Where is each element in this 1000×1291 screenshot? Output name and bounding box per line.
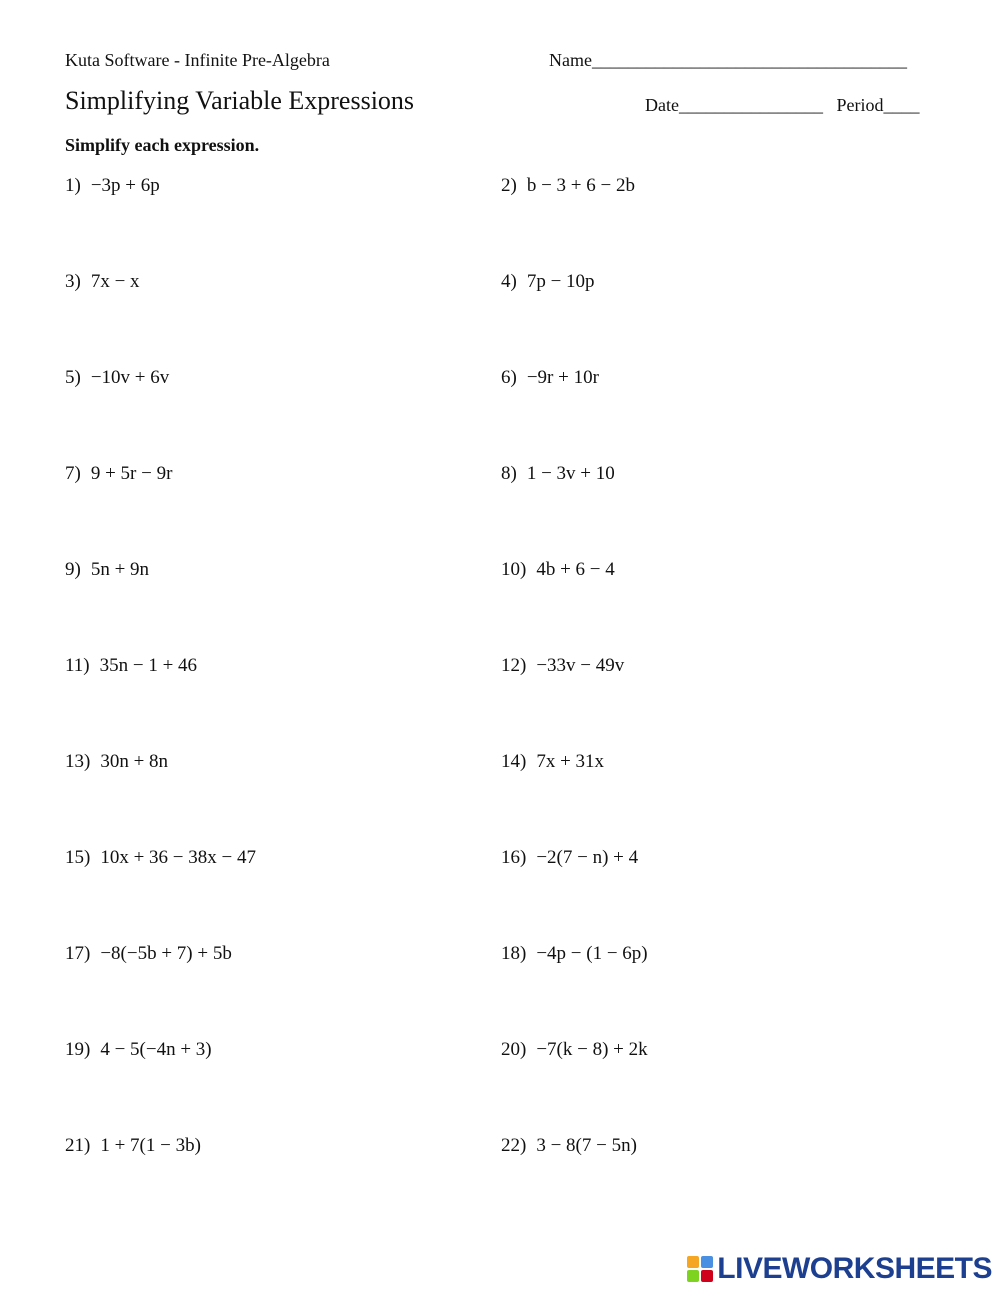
problem-number: 2) [501,175,517,196]
problem-expression: −8(−5b + 7) + 5b [100,943,232,964]
problem-expression: 1 − 3v + 10 [526,463,615,484]
page-title: Simplifying Variable Expressions [65,86,415,115]
problem-number: 21) [65,1135,91,1156]
problem-item [501,271,595,293]
problem-number: 12) [501,655,527,676]
problem-number: 11) [65,655,90,676]
problem-number: 9) [65,559,81,580]
problem-expression: 35n − 1 + 46 [99,655,198,676]
problem-number: 16) [501,847,527,868]
problem-number: 6) [501,367,517,388]
problem-item [501,1039,648,1061]
problem-number: 20) [501,1039,527,1060]
problem-item [501,367,599,389]
problem-item [65,1135,201,1157]
problem-expression: 30n + 8n [100,751,169,772]
instructions: Simplify each expression. [65,135,260,155]
problem-expression: −2(7 − n) + 4 [536,847,639,868]
problem-item [65,367,169,389]
problem-item [65,463,172,485]
problem-number: 14) [501,751,527,772]
logo-text: LIVEWORKSHEETS [717,1252,992,1285]
problem-item [65,655,197,677]
problem-item [65,751,168,773]
problem-item [501,1135,637,1157]
problem-number: 22) [501,1135,527,1156]
problem-expression: 5n + 9n [90,559,150,580]
publisher-label: Kuta Software - Infinite Pre-Algebra [65,50,330,70]
problem-item [501,751,604,773]
problem-expression: 1 + 7(1 − 3b) [100,1135,201,1156]
date-period-fields [645,95,919,116]
problem-item [501,847,638,869]
logo-square [687,1270,699,1282]
problem-number: 13) [65,751,91,772]
problem-item [65,943,232,965]
problem-item [65,175,160,197]
name-field[interactable]: Name___________________________________ [549,50,907,70]
problem-item [501,655,624,677]
logo-square [701,1256,713,1268]
problem-expression: −10v + 6v [90,367,170,388]
problem-expression: −4p − (1 − 6p) [536,943,648,964]
logo-square [701,1270,713,1282]
problem-number: 8) [501,463,517,484]
problem-expression: 3 − 8(7 − 5n) [536,1135,637,1156]
problem-expression: 7x − x [90,271,140,292]
problem-item [65,271,140,293]
problem-item [501,175,635,197]
problem-expression: 7p − 10p [526,271,595,292]
problem-number: 10) [501,559,527,580]
problem-number: 1) [65,175,81,196]
period-field[interactable]: Period____ [836,95,920,115]
problem-item [501,943,648,965]
problem-expression: 7x + 31x [536,751,605,772]
problem-number: 3) [65,271,81,292]
problem-expression: −3p + 6p [90,175,160,196]
problem-item [501,463,615,485]
problem-expression: 4 − 5(−4n + 3) [100,1039,212,1060]
liveworksheets-logo [687,1252,992,1286]
problem-number: 19) [65,1039,91,1060]
problem-number: 7) [65,463,81,484]
problem-item [501,559,615,581]
problem-number: 18) [501,943,527,964]
problem-expression: −7(k − 8) + 2k [536,1039,648,1060]
logo-grid-icon [687,1256,713,1282]
problem-expression: b − 3 + 6 − 2b [526,175,635,196]
problem-number: 5) [65,367,81,388]
problem-expression: −33v − 49v [536,655,625,676]
problem-item [65,1039,212,1061]
problem-expression: −9r + 10r [526,367,599,388]
problem-number: 17) [65,943,91,964]
logo-square [687,1256,699,1268]
problem-item [65,559,149,581]
problem-expression: 10x + 36 − 38x − 47 [100,847,256,868]
problem-expression: 4b + 6 − 4 [536,559,615,580]
date-field[interactable]: Date________________ [645,95,823,115]
problem-number: 4) [501,271,517,292]
problem-expression: 9 + 5r − 9r [90,463,173,484]
problem-number: 15) [65,847,91,868]
problem-item [65,847,256,869]
